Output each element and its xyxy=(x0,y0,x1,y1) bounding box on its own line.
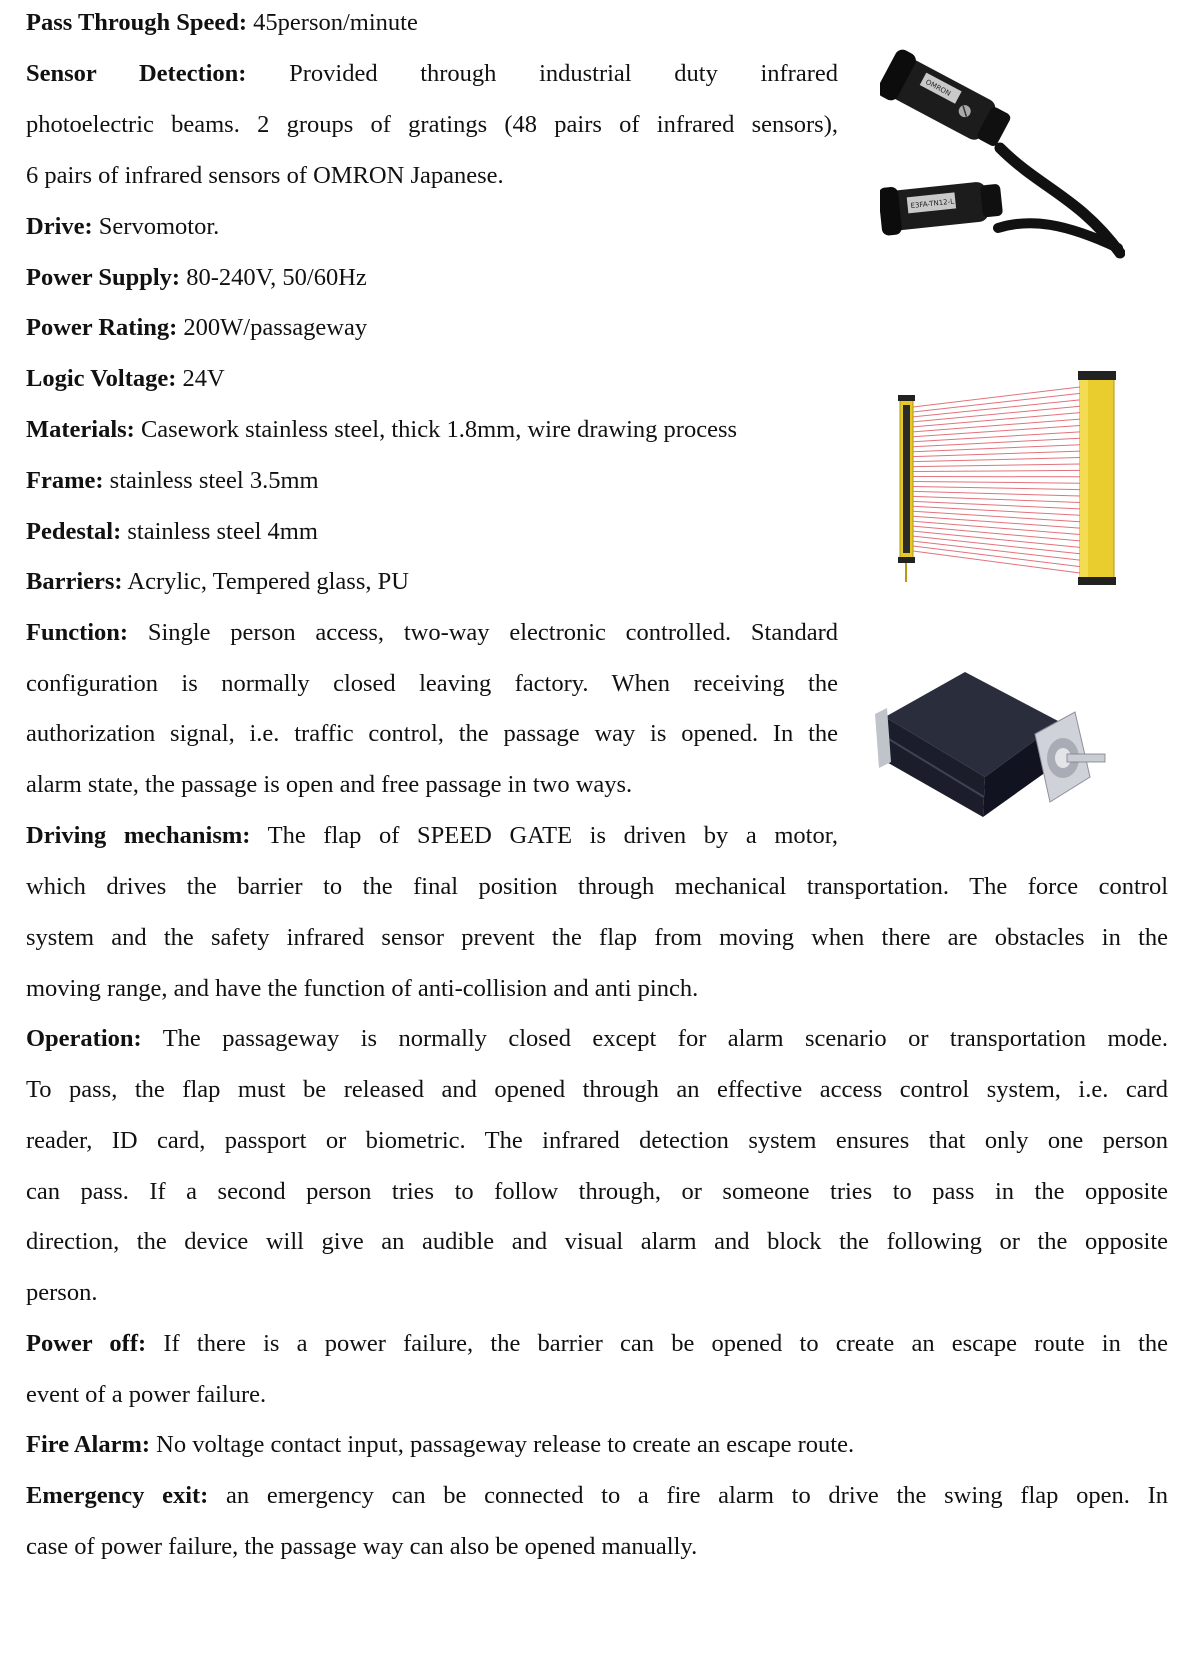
spec-operation-line-4: can pass. If a second person tries to follow through, or someone tries to pass in the opposite xyxy=(26,1178,1168,1205)
spec-logic-voltage xyxy=(26,363,838,395)
infrared-beam xyxy=(913,516,1080,528)
spec-value: Single person access, two-way electronic controlled. Standard xyxy=(147,619,839,646)
spec-materials xyxy=(26,414,838,446)
infrared-beam xyxy=(913,425,1080,436)
infrared-beam xyxy=(913,432,1080,442)
spec-operation xyxy=(26,1023,1168,1055)
spec-value: 24V xyxy=(182,365,225,392)
spec-emergency-exit xyxy=(26,1480,1168,1512)
spec-value: 45person/minute xyxy=(253,9,418,36)
spec-value: Acrylic, Tempered glass, PU xyxy=(127,568,409,595)
spec-label: Power Supply: xyxy=(26,264,181,291)
spec-function-line-2: configuration is normally closed leaving factory. When receiving the xyxy=(26,670,838,697)
spec-sensor-line-2: photoelectric beams. 2 groups of gratings (48 pairs of infrared sensors), xyxy=(26,111,838,138)
spec-power-off-line-2: event of a power failure. xyxy=(26,1381,267,1408)
spec-label: Power Rating: xyxy=(26,314,178,341)
spec-label: Drive: xyxy=(26,213,93,240)
infrared-beam xyxy=(913,546,1080,567)
infrared-beam xyxy=(913,486,1080,489)
spec-label: Pedestal: xyxy=(26,518,122,545)
spec-value: Servomotor. xyxy=(98,213,220,240)
infrared-beam xyxy=(913,451,1080,457)
spec-label: Barriers: xyxy=(26,568,123,595)
infrared-beam xyxy=(913,491,1080,496)
spec-driving-mechanism xyxy=(26,820,838,852)
spec-function-line-3: authorization signal, i.e. traffic control, the passage way is opened. In the xyxy=(26,720,838,747)
infrared-beam xyxy=(913,521,1080,534)
spec-pedestal xyxy=(26,516,838,548)
light-curtain-photo xyxy=(880,365,1125,585)
spec-value: The flap of SPEED GATE is driven by a motor, xyxy=(267,822,838,849)
spec-driving-line-4: moving range, and have the function of anti-collision and anti pinch. xyxy=(26,975,699,1002)
spec-operation-line-5: direction, the device will give an audible and visual alarm and block the following or the opposite xyxy=(26,1228,1168,1255)
spec-fire-alarm xyxy=(26,1429,1168,1461)
spec-label: Function: xyxy=(26,619,129,646)
spec-value: Provided through industrial duty infrared xyxy=(289,60,838,87)
spec-driving-line-3: system and the safety infrared sensor prevent the flap from moving when there are obstacles in the xyxy=(26,924,1168,951)
spec-value: an emergency can be connected to a fire alarm to drive the swing flap open. In xyxy=(226,1482,1169,1509)
infrared-beam xyxy=(913,551,1080,573)
infrared-beam xyxy=(913,511,1080,521)
spec-label: Materials: xyxy=(26,416,135,443)
spec-operation-line-3: reader, ID card, passport or biometric. The infrared detection system ensures that only one person xyxy=(26,1127,1168,1154)
spec-sensor-detection xyxy=(26,58,838,90)
spec-frame xyxy=(26,465,838,497)
spec-label: Logic Voltage: xyxy=(26,365,177,392)
spec-power-rating xyxy=(26,312,838,344)
spec-driving-line-2: which drives the barrier to the final position through mechanical transportation. The force control xyxy=(26,873,1168,900)
spec-pass-through-speed xyxy=(26,7,838,39)
spec-function xyxy=(26,617,838,649)
infrared-beam xyxy=(913,470,1080,471)
spec-emergency-line-2: case of power failure, the passage way can also be opened manually. xyxy=(26,1533,698,1560)
infrared-beam xyxy=(913,419,1080,432)
photoelectric-sensor-photo xyxy=(880,48,1125,273)
spec-label: Pass Through Speed: xyxy=(26,9,248,36)
spec-value: No voltage contact input, passageway release to create an escape route. xyxy=(156,1431,855,1458)
infrared-beams xyxy=(913,387,1080,573)
spec-sensor-line-3: 6 pairs of infrared sensors of OMRON Japanese. xyxy=(26,162,504,189)
sensor-brand-label: OMRON xyxy=(924,78,952,98)
infrared-beam xyxy=(913,481,1080,483)
spec-value: 80-240V, 50/60Hz xyxy=(186,264,367,291)
servomotor-photo xyxy=(875,662,1110,832)
spec-operation-line-2: To pass, the flap must be released and opened through an effective access control system, i.e. card xyxy=(26,1076,1168,1103)
spec-label: Frame: xyxy=(26,467,104,494)
spec-value: stainless steel 4mm xyxy=(127,518,318,545)
spec-value: stainless steel 3.5mm xyxy=(109,467,319,494)
spec-value: The passageway is normally closed except for alarm scenario or transportation mode. xyxy=(162,1025,1169,1052)
sensor-model-label: E3FA-TN12-L xyxy=(910,197,955,211)
spec-power-off xyxy=(26,1328,1168,1360)
spec-value: If there is a power failure, the barrier can be opened to create an escape route in the xyxy=(163,1330,1168,1357)
spec-power-supply xyxy=(26,262,838,294)
infrared-beam xyxy=(913,387,1080,407)
infrared-beam xyxy=(913,458,1080,462)
spec-label: Operation: xyxy=(26,1025,142,1052)
spec-label: Sensor Detection: xyxy=(26,60,247,87)
spec-operation-line-6: person. xyxy=(26,1279,98,1306)
spec-barriers xyxy=(26,566,838,598)
spec-drive xyxy=(26,211,838,243)
infrared-beam xyxy=(913,464,1080,467)
spec-function-line-4: alarm state, the passage is open and free passage in two ways. xyxy=(26,771,633,798)
spec-value: Casework stainless steel, thick 1.8mm, wire drawing process xyxy=(140,416,738,443)
spec-value: 200W/passageway xyxy=(183,314,368,341)
spec-label: Emergency exit: xyxy=(26,1482,209,1509)
spec-label: Fire Alarm: xyxy=(26,1431,151,1458)
infrared-beam xyxy=(913,496,1080,502)
spec-label: Power off: xyxy=(26,1330,147,1357)
spec-label: Driving mechanism: xyxy=(26,822,251,849)
